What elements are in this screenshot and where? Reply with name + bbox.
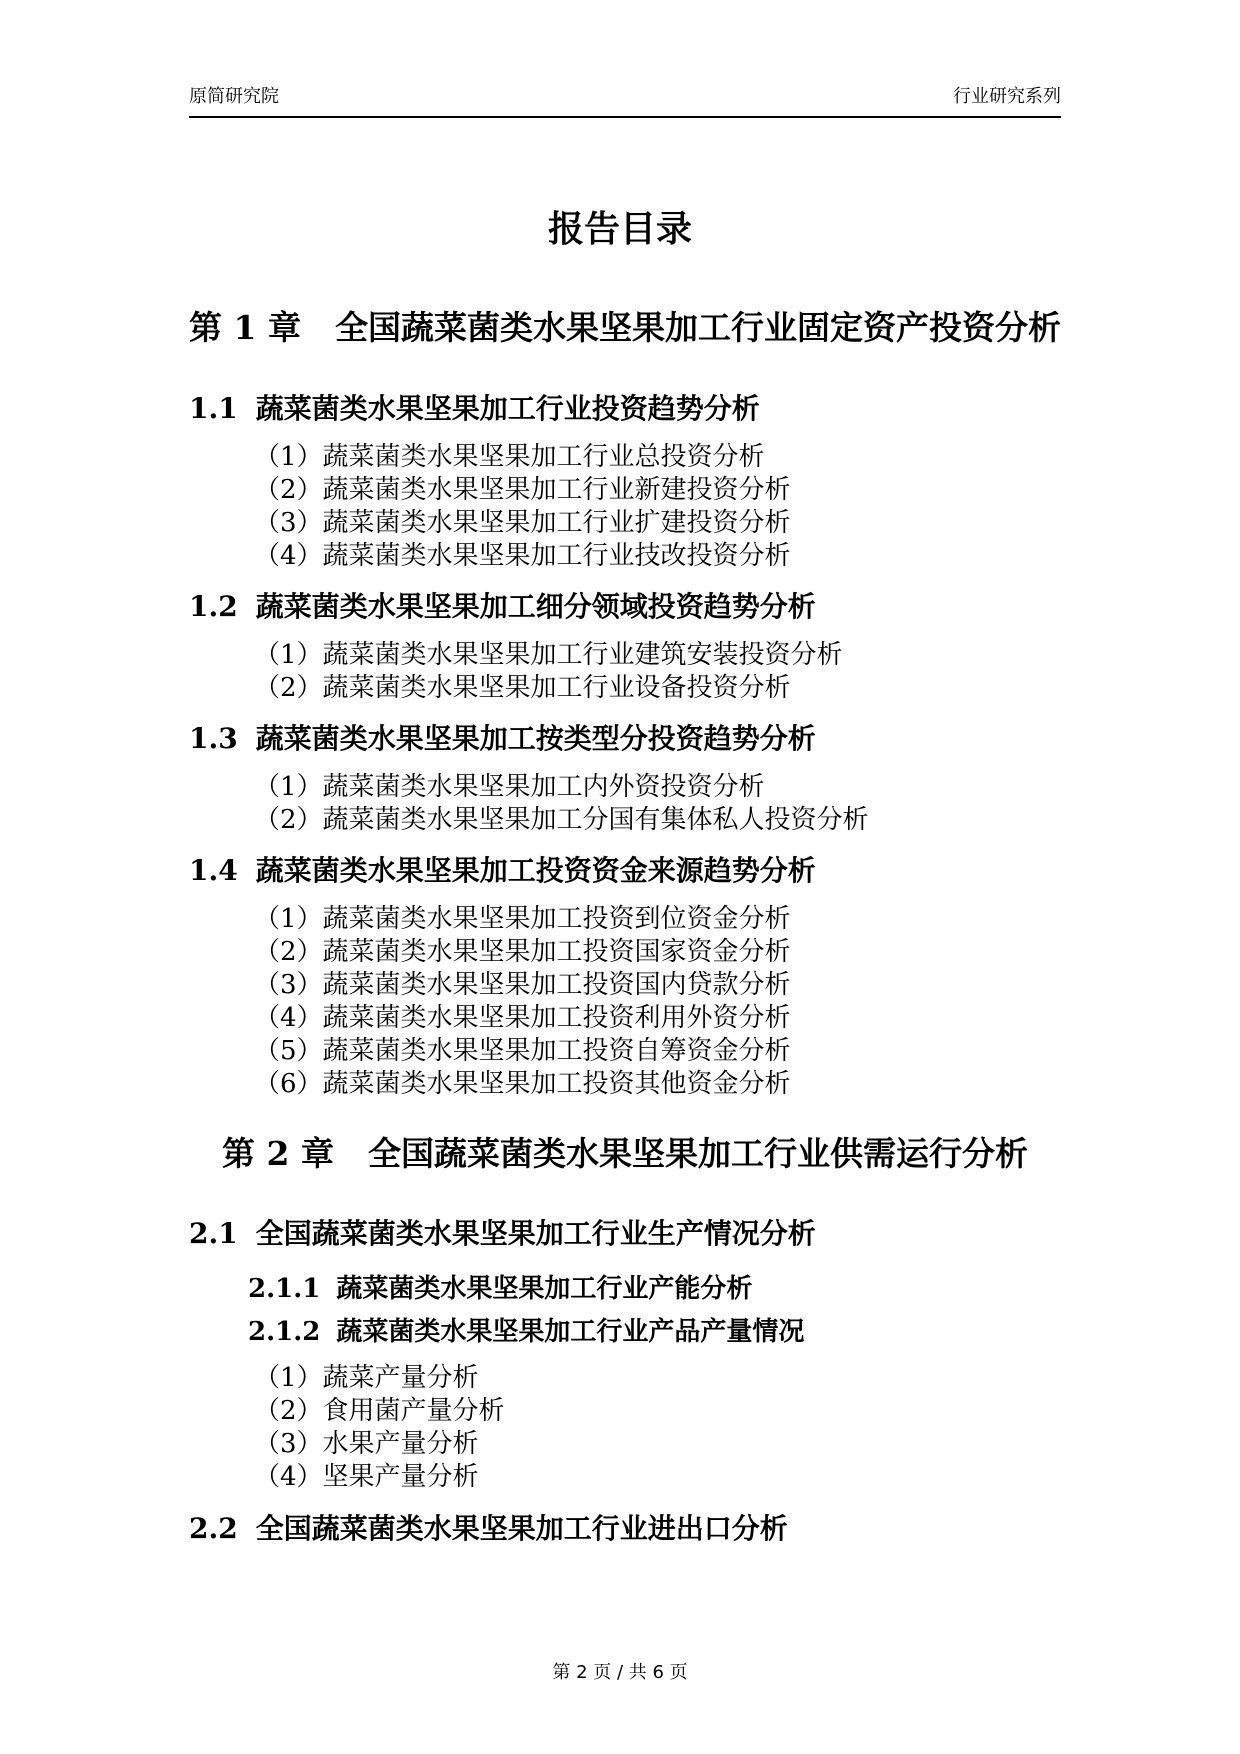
- section-title: 蔬菜菌类水果坚果加工行业投资趋势分析: [255, 392, 760, 425]
- toc-item: （2）蔬菜菌类水果坚果加工投资国家资金分析: [254, 937, 791, 967]
- section-number: 2.2: [189, 1512, 238, 1545]
- toc-item: （1）蔬菜菌类水果坚果加工行业建筑安装投资分析: [254, 640, 843, 670]
- toc-item: （4）蔬菜菌类水果坚果加工行业技改投资分析: [254, 541, 791, 571]
- toc-item: （2）蔬菜菌类水果坚果加工行业新建投资分析: [254, 475, 791, 505]
- header-left: 原简研究院: [189, 86, 279, 107]
- subsection-number: 2.1.2: [248, 1317, 321, 1347]
- section-number: 2.1: [189, 1217, 238, 1250]
- section-title: 蔬菜菌类水果坚果加工按类型分投资趋势分析: [255, 722, 816, 755]
- toc-item: （4）坚果产量分析: [254, 1462, 479, 1492]
- toc-item: （3）蔬菜菌类水果坚果加工投资国内贷款分析: [254, 970, 791, 1000]
- header-right: 行业研究系列: [953, 86, 1061, 107]
- subsection-number: 2.1.1: [248, 1274, 321, 1304]
- toc-section-2-1: [189, 1217, 816, 1251]
- section-number: 1.3: [189, 722, 238, 755]
- toc-item: （1）蔬菜菌类水果坚果加工行业总投资分析: [254, 442, 765, 472]
- section-title: 蔬菜菌类水果坚果加工细分领域投资趋势分析: [255, 590, 816, 623]
- toc-item: （1）蔬菜菌类水果坚果加工内外资投资分析: [254, 772, 765, 802]
- toc-chapter-1: [189, 308, 1061, 348]
- page-footer: 第 2 页 / 共 6 页: [552, 1662, 688, 1683]
- toc-section-2-2: [189, 1512, 788, 1546]
- toc-item: （1）蔬菜菌类水果坚果加工投资到位资金分析: [254, 904, 791, 934]
- toc-item: （3）水果产量分析: [254, 1429, 479, 1459]
- toc-chapter-2: [222, 1134, 1028, 1174]
- toc-section-1-3: [189, 722, 816, 756]
- chapter-title: 全国蔬菜菌类水果坚果加工行业固定资产投资分析: [334, 308, 1061, 347]
- toc-subsection-2-1-2: [248, 1316, 804, 1348]
- section-number: 1.1: [189, 392, 238, 425]
- subsection-title: 蔬菜菌类水果坚果加工行业产品产量情况: [336, 1317, 805, 1347]
- toc-item: （2）食用菌产量分析: [254, 1396, 505, 1426]
- toc-item: （5）蔬菜菌类水果坚果加工投资自筹资金分析: [254, 1036, 791, 1066]
- section-number: 1.2: [189, 590, 238, 623]
- toc-section-1-1: [189, 392, 760, 426]
- chapter-number: 第 1 章: [189, 308, 301, 347]
- toc-item: （6）蔬菜菌类水果坚果加工投资其他资金分析: [254, 1069, 791, 1099]
- section-number: 1.4: [189, 854, 238, 887]
- toc-item: （1）蔬菜产量分析: [254, 1363, 479, 1393]
- section-title: 全国蔬菜菌类水果坚果加工行业进出口分析: [255, 1512, 788, 1545]
- page-header: [189, 86, 1061, 118]
- chapter-number: 第 2 章: [222, 1134, 334, 1173]
- toc-item: （3）蔬菜菌类水果坚果加工行业扩建投资分析: [254, 508, 791, 538]
- section-title: 全国蔬菜菌类水果坚果加工行业生产情况分析: [255, 1217, 816, 1250]
- chapter-title: 全国蔬菜菌类水果坚果加工行业供需运行分析: [367, 1134, 1028, 1173]
- page-title: 报告目录: [547, 208, 692, 250]
- toc-item: （2）蔬菜菌类水果坚果加工行业设备投资分析: [254, 673, 791, 703]
- toc-item: （2）蔬菜菌类水果坚果加工分国有集体私人投资分析: [254, 805, 869, 835]
- toc-item: （4）蔬菜菌类水果坚果加工投资利用外资分析: [254, 1003, 791, 1033]
- toc-section-1-2: [189, 590, 816, 624]
- toc-subsection-2-1-1: [248, 1273, 752, 1305]
- subsection-title: 蔬菜菌类水果坚果加工行业产能分析: [336, 1274, 753, 1304]
- section-title: 蔬菜菌类水果坚果加工投资资金来源趋势分析: [255, 854, 816, 887]
- toc-section-1-4: [189, 854, 816, 888]
